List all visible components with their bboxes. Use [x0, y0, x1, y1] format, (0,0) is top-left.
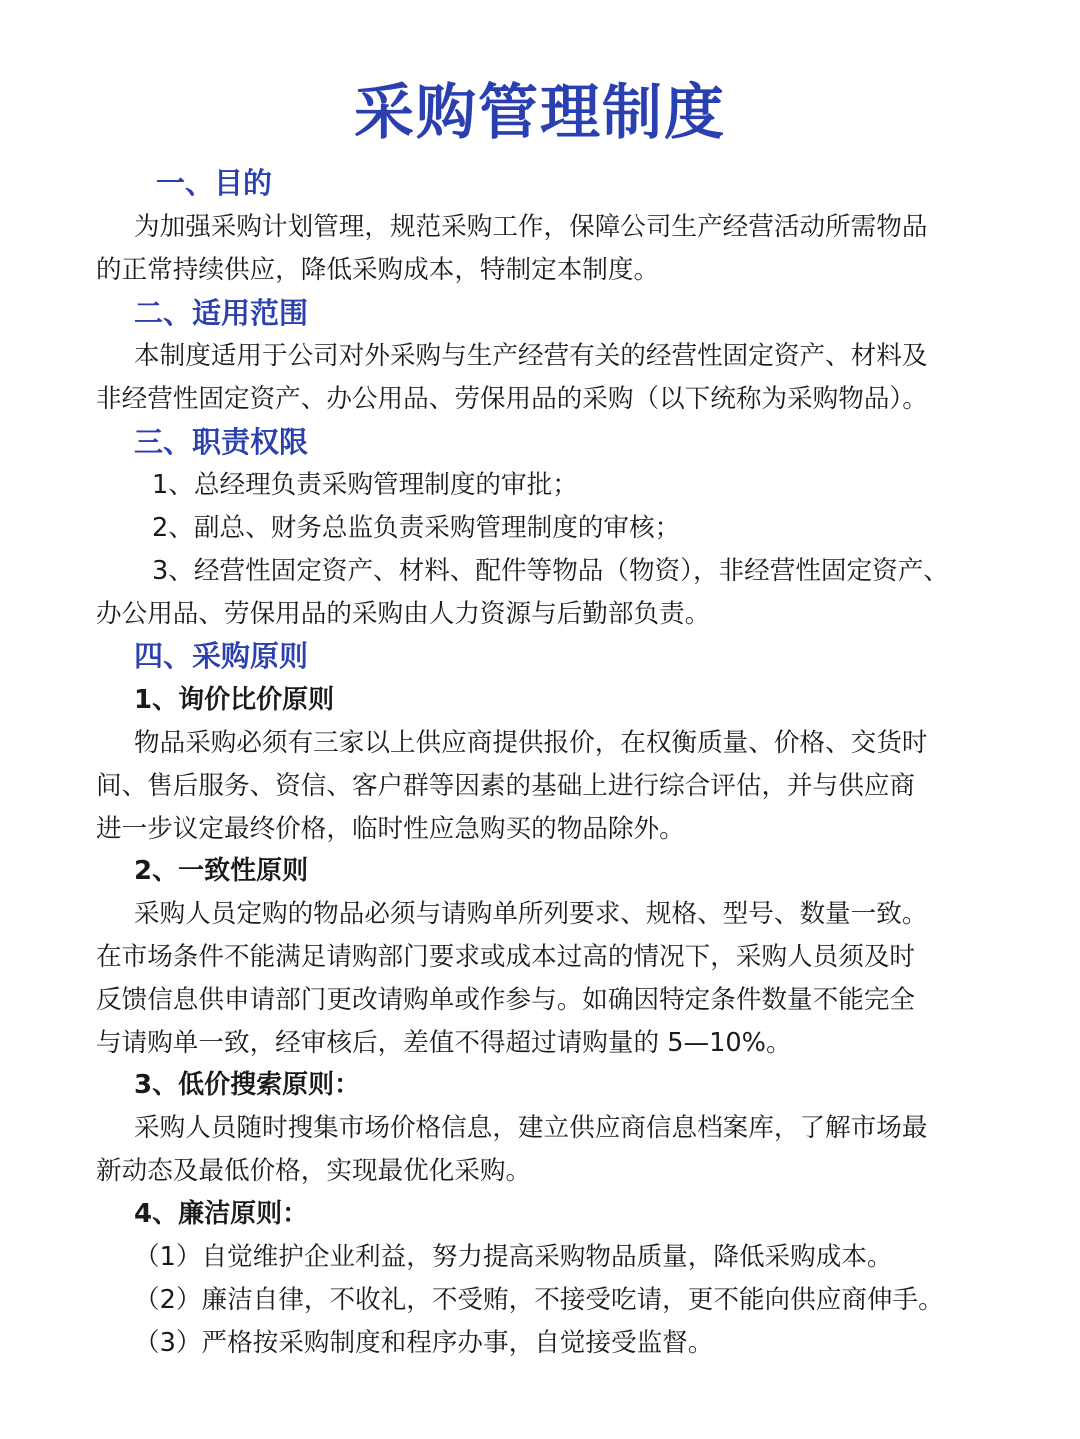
principle-title-price-comparison: 1、询价比价原则 [134, 685, 335, 715]
section-heading-responsibilities: 三、职责权限 [134, 425, 309, 459]
principle-title-low-price-search: 3、低价搜索原则： [134, 1070, 361, 1100]
paragraph-line: 间、售后服务、资信、客户群等因素的基础上进行综合评估，并与供应商 [96, 771, 916, 801]
paragraph-line: 非经营性固定资产、办公用品、劳保用品的采购（以下统称为采购物品）。 [96, 384, 928, 414]
principle-title-integrity: 4、廉洁原则： [134, 1199, 309, 1229]
section-heading-purpose: 一、目的 [156, 166, 273, 200]
paragraph-line: 为加强采购计划管理，规范采购工作，保障公司生产经营活动所需物品 [134, 212, 928, 242]
principle-title-consistency: 2、一致性原则 [134, 856, 309, 886]
paragraph-line: 新动态及最低价格，实现最优化采购。 [96, 1156, 532, 1186]
document-title: 采购管理制度 [354, 78, 726, 148]
list-item: （2）廉洁自律，不收礼，不受贿，不接受吃请，更不能向供应商伸手。 [134, 1285, 944, 1315]
paragraph-line: 与请购单一致，经审核后，差值不得超过请购量的 5—10%。 [96, 1028, 792, 1058]
list-item: 2、副总、财务总监负责采购管理制度的审核； [152, 513, 681, 543]
paragraph-line: 采购人员定购的物品必须与请购单所列要求、规格、型号、数量一致。 [134, 899, 928, 929]
list-item: （1）自觉维护企业利益，努力提高采购物品质量，降低采购成本。 [134, 1242, 893, 1272]
list-item: （3）严格按采购制度和程序办事，自觉接受监督。 [134, 1328, 714, 1358]
paragraph-line: 物品采购必须有三家以上供应商提供报价，在权衡质量、价格、交货时 [134, 728, 928, 758]
paragraph-line: 本制度适用于公司对外采购与生产经营有关的经营性固定资产、材料及 [134, 341, 928, 371]
paragraph-line: 在市场条件不能满足请购部门要求或成本过高的情况下，采购人员须及时 [96, 942, 916, 972]
paragraph-line: 采购人员随时搜集市场价格信息，建立供应商信息档案库，了解市场最 [134, 1113, 928, 1143]
list-item: 3、经营性固定资产、材料、配件等物品（物资），非经营性固定资产、 [152, 556, 949, 586]
paragraph-line: 反馈信息供申请部门更改请购单或作参与。如确因特定条件数量不能完全 [96, 985, 916, 1015]
section-heading-principles: 四、采购原则 [134, 639, 309, 673]
paragraph-line: 进一步议定最终价格，临时性应急购买的物品除外。 [96, 814, 685, 844]
list-item-continuation: 办公用品、劳保用品的采购由人力资源与后勤部负责。 [96, 599, 711, 629]
paragraph-line: 的正常持续供应，降低采购成本，特制定本制度。 [96, 255, 660, 285]
list-item: 1、总经理负责采购管理制度的审批； [152, 470, 578, 500]
section-heading-scope: 二、适用范围 [134, 296, 309, 330]
